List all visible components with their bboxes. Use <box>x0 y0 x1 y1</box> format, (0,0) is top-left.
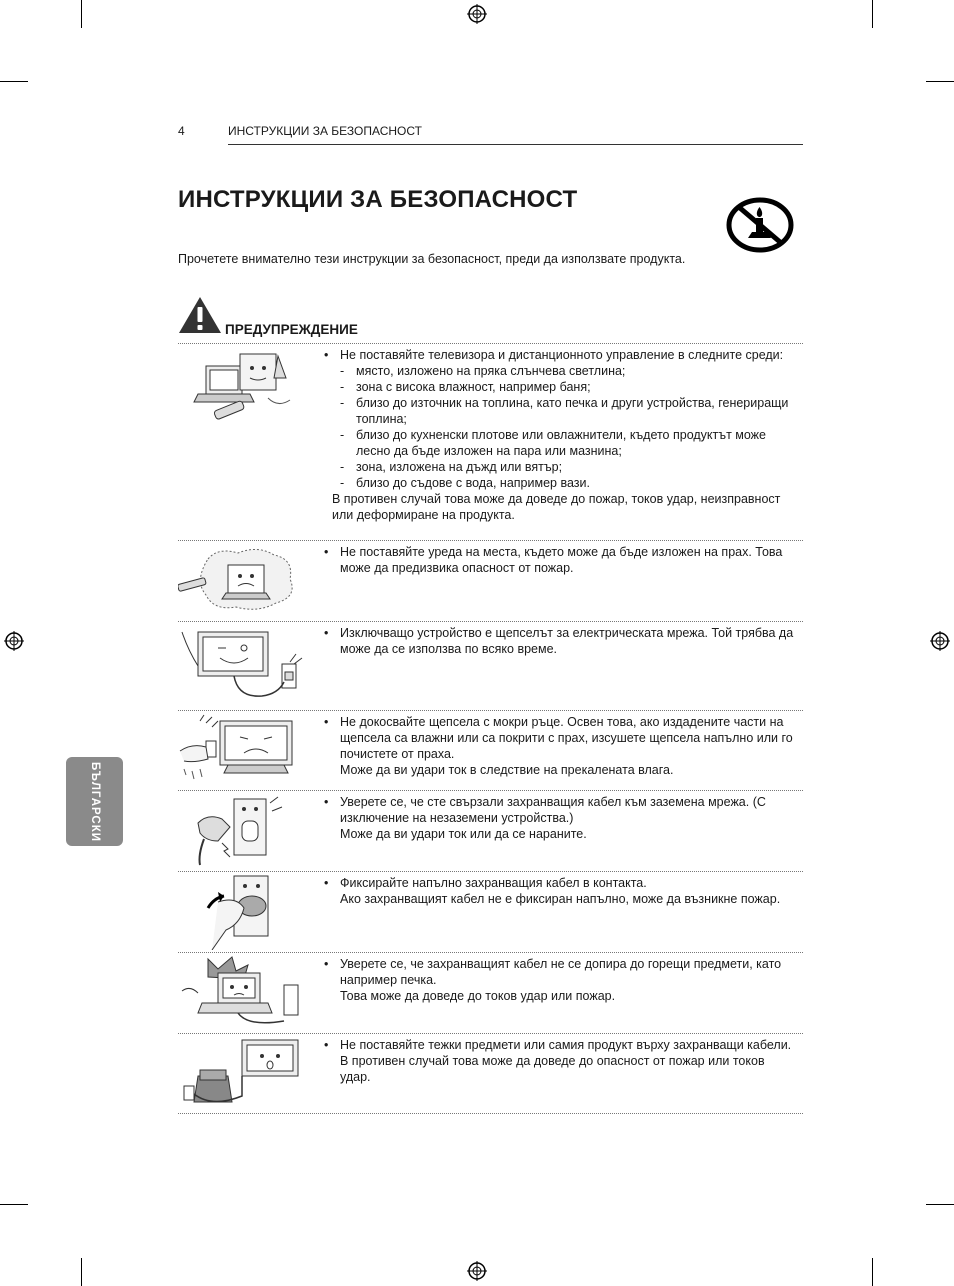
safety-item-extra: Ако захранващият кабел не е фиксиран напълно, може да възникне пожар. <box>340 892 781 906</box>
crop-mark <box>926 1204 954 1205</box>
safety-item-text <box>324 956 794 1004</box>
safety-item-bullet: • Изключващо устройство е щепселът за електрическата мрежа. Той трябва да може да се използва по всяко време. <box>324 625 794 657</box>
safety-item-extra: Това може да доведе до токов удар или пожар. <box>340 989 616 1003</box>
warning-triangle-icon <box>178 296 222 334</box>
safety-item-text <box>324 794 794 842</box>
language-tab-label: БЪЛГАРСКИ <box>88 761 101 842</box>
crop-mark <box>0 1204 28 1205</box>
tv-remote-environment-illustration <box>178 348 313 426</box>
safety-item-sub: - близо до кухненски плотове или овлажнители, където продуктът може лесно да бъде изложен на пара или мазнина; <box>324 427 794 459</box>
safety-item-text <box>324 1037 794 1085</box>
page-title: ИНСТРУКЦИИ ЗА БЕЗОПАСНОСТ <box>178 186 578 213</box>
dust-exposure-illustration <box>178 545 313 617</box>
safety-item-bullet: • Не поставяйте телевизора и дистанционното управление в следните среди: <box>324 347 794 363</box>
warning-label: ПРЕДУПРЕЖДЕНИЕ <box>225 322 358 337</box>
safety-item <box>178 952 803 1033</box>
insert-plug-fully-illustration <box>178 874 313 950</box>
safety-item-extra: Може да ви удари ток в следствие на прекалената влага. <box>340 763 674 777</box>
crop-mark <box>81 0 82 28</box>
safety-item-bullet: • Уверете се, че сте свързали захранващия кабел към заземена мрежа. (С изключение на незаземени устройства.) <box>324 794 794 826</box>
registration-mark-icon <box>467 1261 487 1281</box>
safety-item-extra: Може да ви удари ток или да се нараните. <box>340 827 587 841</box>
safety-item-note: В противен случай това може да доведе до пожар, токов удар, неизправност или деформиране на продукта. <box>332 492 781 522</box>
safety-item-text <box>324 625 794 657</box>
safety-item-extra: В противен случай това може да доведе до опасност от пожар или токов удар. <box>340 1054 765 1084</box>
wet-hands-plug-illustration <box>178 713 313 787</box>
safety-item-bullet: • Не поставяйте тежки предмети или самия продукт върху захранващи кабели. <box>324 1037 794 1053</box>
power-plug-disconnect-illustration <box>178 626 313 706</box>
crop-mark <box>872 1258 873 1286</box>
safety-item <box>178 621 803 710</box>
safety-item <box>178 790 803 871</box>
heavy-object-cable-illustration <box>178 1036 313 1112</box>
safety-item-bullet: • Фиксирайте напълно захранващия кабел в контакта. <box>324 875 794 891</box>
safety-item-text <box>324 347 794 523</box>
crop-mark <box>926 81 954 82</box>
header-divider <box>228 144 803 145</box>
safety-item <box>178 710 803 790</box>
safety-item-sub: - близо до източник на топлина, като печка и други устройства, генериращи топлина; <box>324 395 794 427</box>
safety-item <box>178 343 803 540</box>
safety-item <box>178 1033 803 1114</box>
crop-mark <box>81 1258 82 1286</box>
running-header: ИНСТРУКЦИИ ЗА БЕЗОПАСНОСТ <box>228 124 422 138</box>
safety-item-text <box>324 544 794 576</box>
page-number: 4 <box>178 124 185 138</box>
cable-heat-illustration <box>178 955 313 1031</box>
no-candle-icon <box>726 196 794 254</box>
safety-item-sub: - зона, изложена на дъжд или вятър; <box>324 459 794 475</box>
registration-mark-icon <box>467 4 487 24</box>
safety-item-sub: - място, изложено на пряка слънчева светлина; <box>324 363 794 379</box>
registration-mark-icon <box>930 631 950 651</box>
safety-item-text <box>324 714 794 778</box>
safety-item-bullet: • Уверете се, че захранващият кабел не се допира до горещи предмети, като например печка. <box>324 956 794 988</box>
crop-mark <box>0 81 28 82</box>
grounded-outlet-illustration <box>178 793 313 869</box>
safety-item <box>178 540 803 621</box>
safety-item-sub: - зона с висока влажност, например баня; <box>324 379 794 395</box>
safety-item-text <box>324 875 794 907</box>
safety-item <box>178 871 803 952</box>
intro-text: Прочетете внимателно тези инструкции за безопасност, преди да използвате продукта. <box>178 252 686 266</box>
registration-mark-icon <box>4 631 24 651</box>
safety-item-bullet: • Не докосвайте щепсела с мокри ръце. Освен това, ако издадените части на щепсела са влажни или са покрити с прах, изсушете щепсела напълно или го почистете от праха. <box>324 714 794 762</box>
safety-item-sub: - близо до съдове с вода, например вази. <box>324 475 794 491</box>
safety-item-bullet: • Не поставяйте уреда на места, където може да бъде изложен на прах. Това може да предизвика опасност от пожар. <box>324 544 794 576</box>
language-tab <box>66 757 123 846</box>
crop-mark <box>872 0 873 28</box>
